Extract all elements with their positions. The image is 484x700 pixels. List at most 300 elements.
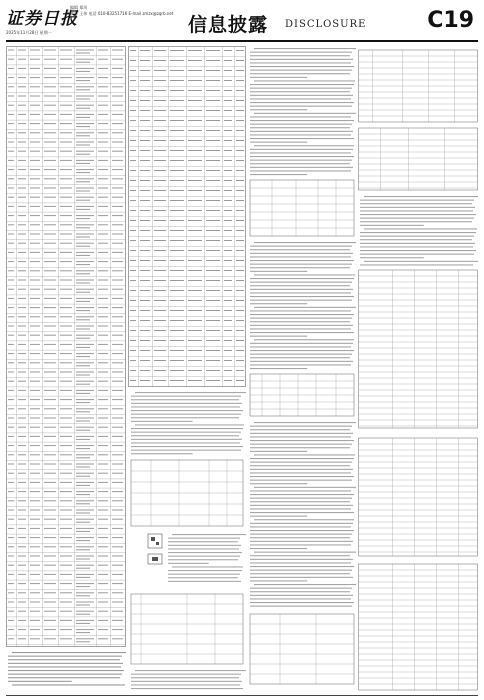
fine-print-line — [8, 261, 14, 262]
fine-print-line — [250, 253, 353, 254]
fine-print-line — [76, 356, 90, 357]
fine-print-line — [30, 445, 40, 446]
fine-print-line — [76, 595, 90, 596]
fine-print-line — [250, 447, 350, 448]
newspaper-logo: 证券日报 — [6, 9, 78, 29]
fine-print-line — [98, 243, 108, 244]
fine-print-line — [8, 86, 14, 87]
fine-print-line — [30, 68, 40, 69]
fine-print-line — [8, 677, 120, 678]
fine-print-line — [254, 339, 354, 340]
fine-print-line — [112, 362, 123, 363]
fine-print-line — [18, 602, 26, 603]
fine-print-line — [18, 96, 26, 97]
fine-print-line — [130, 180, 136, 181]
fine-print-line — [30, 335, 40, 336]
fine-print-line — [170, 50, 184, 51]
fine-print-line — [112, 592, 123, 593]
fine-print-line — [250, 138, 354, 139]
fine-print-line — [60, 224, 72, 225]
fine-print-line — [131, 410, 243, 411]
fine-print-line — [140, 90, 150, 91]
fine-print-line — [60, 592, 72, 593]
fine-print-line — [170, 180, 184, 181]
fine-print-line — [60, 565, 72, 566]
fine-print-line — [224, 60, 232, 61]
fine-print-line — [8, 418, 14, 419]
fine-print-line — [250, 62, 351, 63]
fine-print-line — [236, 360, 244, 361]
fine-print-line — [8, 252, 14, 253]
fine-print-line — [8, 464, 14, 465]
fine-print-line — [44, 473, 56, 474]
fine-print-line — [76, 362, 94, 363]
fine-print-line — [140, 270, 150, 271]
fine-print-line — [76, 503, 90, 504]
fine-print-line — [76, 592, 94, 593]
fine-print-line — [188, 350, 202, 351]
fine-print-line — [76, 510, 94, 511]
fine-print-line — [112, 565, 123, 566]
fine-print-line — [154, 180, 166, 181]
fine-print-line — [18, 390, 26, 391]
fine-print-line — [250, 548, 307, 549]
fine-print-line — [98, 96, 108, 97]
fine-print-line — [76, 365, 90, 366]
fine-print-line — [154, 130, 166, 131]
fine-print-line — [8, 353, 14, 354]
fine-print-line — [188, 140, 202, 141]
fine-print-line — [188, 360, 202, 361]
fine-print-line — [8, 390, 14, 391]
fine-print-line — [30, 537, 40, 538]
fine-print-line — [18, 114, 26, 115]
fine-print-line — [44, 408, 56, 409]
fine-print-line — [250, 260, 354, 261]
fine-print-line — [98, 234, 108, 235]
fine-print-line — [76, 108, 90, 109]
fine-print-line — [76, 197, 94, 198]
contact-line: 制作 王伟 电话 010-83251716 E-mail zmzx@zqrb.net — [70, 11, 174, 16]
fine-print-line — [140, 190, 150, 191]
fine-print-line — [224, 370, 232, 371]
fine-print-line — [188, 270, 202, 271]
fine-print-line — [131, 681, 242, 682]
fine-print-line — [18, 270, 26, 271]
fine-print-line — [170, 370, 184, 371]
fine-print-line — [30, 399, 40, 400]
fine-print-line — [8, 151, 14, 152]
fine-print-line — [188, 250, 202, 251]
fine-print-line — [224, 250, 232, 251]
fine-print-line — [30, 629, 40, 630]
fine-print-line — [206, 180, 220, 181]
fine-print-line — [98, 390, 108, 391]
fine-print-line — [76, 611, 94, 612]
fine-print-line — [154, 220, 166, 221]
fine-print-line — [250, 483, 307, 484]
fine-print-line — [98, 142, 108, 143]
fine-print-line — [170, 220, 184, 221]
fine-print-line — [112, 59, 123, 60]
fine-print-line — [30, 326, 40, 327]
fine-print-line — [154, 190, 166, 191]
fine-print-line — [130, 210, 136, 211]
fine-print-line — [44, 519, 56, 520]
fine-print-line — [76, 614, 90, 615]
fine-print-line — [224, 110, 232, 111]
fine-print-line — [76, 206, 94, 207]
fine-print-line — [60, 362, 72, 363]
fine-print-line — [76, 154, 90, 155]
fine-print-line — [130, 240, 136, 241]
fine-print-line — [112, 528, 123, 529]
fine-print-line — [140, 120, 150, 121]
fine-print-line — [30, 59, 40, 60]
fine-print-line — [8, 234, 14, 235]
fine-print-line — [18, 556, 26, 557]
fine-print-line — [206, 310, 220, 311]
fine-print-line — [112, 427, 123, 428]
fine-print-line — [76, 476, 90, 477]
fine-print-line — [30, 408, 40, 409]
fine-print-line — [8, 611, 14, 612]
fine-print-line — [188, 60, 202, 61]
fine-print-line — [250, 73, 350, 74]
fine-print-line — [250, 530, 354, 531]
fine-print-line — [44, 280, 56, 281]
fine-print-line — [60, 169, 72, 170]
fine-print-line — [18, 372, 26, 373]
fine-print-line — [250, 55, 350, 56]
fine-print-line — [8, 491, 14, 492]
fine-print-line — [140, 100, 150, 101]
fine-print-line — [206, 220, 220, 221]
fine-print-line — [140, 160, 150, 161]
fine-print-line — [250, 476, 354, 477]
fine-print-line — [76, 181, 90, 182]
fine-print-line — [112, 491, 123, 492]
fine-print-line — [30, 96, 40, 97]
fine-print-line — [30, 123, 40, 124]
fine-print-line — [60, 574, 72, 575]
fine-print-line — [44, 105, 56, 106]
fine-print-line — [188, 180, 202, 181]
fine-print-line — [254, 274, 355, 275]
fine-print-line — [8, 500, 14, 501]
fine-print-line — [76, 96, 94, 97]
fine-print-line — [30, 252, 40, 253]
fine-print-line — [131, 439, 242, 440]
fine-print-line — [60, 178, 72, 179]
fine-print-line — [30, 574, 40, 575]
fine-print-line — [76, 482, 94, 483]
fine-print-line — [8, 482, 14, 483]
fine-print-line — [131, 435, 239, 436]
fine-print-line — [188, 170, 202, 171]
fine-print-line — [60, 151, 72, 152]
fine-print-line — [44, 160, 56, 161]
fine-print-line — [206, 190, 220, 191]
fine-print-line — [18, 510, 26, 511]
fine-print-line — [44, 454, 56, 455]
fine-print-line — [76, 273, 90, 274]
fine-print-line — [236, 300, 244, 301]
fine-print-line — [224, 270, 232, 271]
fine-print-line — [170, 60, 184, 61]
fine-print-line — [8, 307, 14, 308]
fine-print-line — [18, 454, 26, 455]
fine-print-line — [98, 464, 108, 465]
fine-print-line — [170, 140, 184, 141]
fine-print-line — [170, 240, 184, 241]
fine-print-line — [112, 381, 123, 382]
fine-print-line — [98, 546, 108, 547]
fine-print-line — [18, 537, 26, 538]
fine-print-line — [224, 350, 232, 351]
fine-print-line — [130, 360, 136, 361]
fine-print-line — [131, 442, 240, 443]
fine-print-line — [60, 234, 72, 235]
fine-print-line — [130, 310, 136, 311]
fine-print-line — [250, 426, 352, 427]
fine-print-line — [112, 151, 123, 152]
fine-print-line — [236, 310, 244, 311]
fine-print-line — [250, 462, 352, 463]
fine-print-line — [30, 50, 40, 51]
fine-print-line — [98, 114, 108, 115]
fine-print-line — [76, 556, 94, 557]
fine-print-line — [140, 330, 150, 331]
fine-print-line — [44, 243, 56, 244]
fine-print-line — [44, 445, 56, 446]
fine-print-line — [8, 215, 14, 216]
fine-print-line — [250, 300, 352, 301]
fine-print-line — [44, 510, 56, 511]
fine-print-line — [250, 498, 352, 499]
fine-print-line — [98, 50, 108, 51]
fine-print-line — [44, 234, 56, 235]
fine-print-line — [60, 537, 72, 538]
fine-print-line — [250, 451, 307, 452]
editor-line: 编辑 郑风 — [70, 5, 88, 10]
fine-print-line — [172, 534, 246, 535]
fine-print-line — [188, 50, 202, 51]
fine-print-line — [18, 620, 26, 621]
fine-print-line — [98, 224, 108, 225]
fine-print-line — [250, 559, 353, 560]
fine-print-line — [76, 255, 90, 256]
fine-print-line — [254, 145, 354, 146]
fine-print-line — [250, 152, 351, 153]
fine-print-line — [76, 540, 90, 541]
fine-print-line — [206, 50, 220, 51]
fine-print-line — [250, 303, 307, 304]
fine-print-line — [130, 370, 136, 371]
fine-print-line — [18, 381, 26, 382]
fine-print-line — [76, 528, 94, 529]
fine-print-line — [224, 260, 232, 261]
fine-print-line — [112, 252, 123, 253]
fine-print-line — [140, 310, 150, 311]
fine-print-line — [60, 602, 72, 603]
fine-print-line — [154, 270, 166, 271]
fine-print-line — [8, 583, 14, 584]
fine-print-line — [76, 448, 90, 449]
fine-print-line — [224, 90, 232, 91]
fine-print-line — [76, 436, 94, 437]
fine-print-line — [140, 70, 150, 71]
fine-print-line — [44, 353, 56, 354]
fine-print-line — [112, 620, 123, 621]
fine-print-line — [250, 573, 350, 574]
fine-print-line — [44, 252, 56, 253]
fine-print-line — [44, 96, 56, 97]
fine-print-line — [76, 50, 94, 51]
fine-print-line — [130, 250, 136, 251]
fine-print-line — [130, 70, 136, 71]
fine-print-line — [250, 595, 353, 596]
fine-print-line — [60, 261, 72, 262]
fine-print-line — [360, 214, 476, 215]
fine-print-line — [250, 598, 351, 599]
fine-print-line — [250, 472, 351, 473]
fine-print-line — [8, 105, 14, 106]
fine-print-line — [250, 537, 350, 538]
fine-print-line — [98, 362, 108, 363]
fine-print-line — [18, 252, 26, 253]
fine-print-line — [44, 114, 56, 115]
fine-print-line — [206, 380, 220, 381]
fine-print-line — [98, 629, 108, 630]
fine-print-line — [76, 375, 90, 376]
fine-print-line — [12, 652, 126, 653]
fine-print-line — [170, 330, 184, 331]
fine-print-line — [206, 290, 220, 291]
fine-print-line — [44, 344, 56, 345]
fine-print-line — [188, 110, 202, 111]
fine-print-line — [236, 60, 244, 61]
fine-print-line — [224, 330, 232, 331]
fine-print-line — [60, 344, 72, 345]
fine-print-line — [112, 114, 123, 115]
fine-print-line — [130, 300, 136, 301]
fine-print-line — [140, 280, 150, 281]
fine-print-line — [360, 218, 474, 219]
fine-print-line — [8, 381, 14, 382]
fine-print-line — [206, 340, 220, 341]
fine-print-line — [18, 583, 26, 584]
fine-print-line — [130, 190, 136, 191]
fine-print-line — [98, 280, 108, 281]
fine-print-line — [76, 522, 90, 523]
fine-print-line — [30, 188, 40, 189]
fine-print-line — [30, 234, 40, 235]
fine-print-line — [112, 519, 123, 520]
fine-print-line — [224, 210, 232, 211]
fine-print-line — [188, 300, 202, 301]
fine-print-line — [44, 77, 56, 78]
fine-print-line — [250, 465, 350, 466]
fine-print-line — [206, 270, 220, 271]
footer-rule — [6, 695, 478, 696]
fine-print-line — [236, 320, 244, 321]
fine-print-line — [250, 343, 353, 344]
fine-print-line — [224, 190, 232, 191]
fine-print-line — [98, 326, 108, 327]
fine-print-line — [8, 280, 14, 281]
fine-print-line — [140, 230, 150, 231]
fine-print-line — [98, 510, 108, 511]
fine-print-line — [168, 545, 241, 546]
fine-print-line — [154, 90, 166, 91]
fine-print-line — [18, 132, 26, 133]
fine-print-line — [236, 370, 244, 371]
fine-print-line — [8, 59, 14, 60]
fine-print-line — [130, 60, 136, 61]
fine-print-line — [76, 473, 94, 474]
fine-print-line — [8, 427, 14, 428]
fine-print-line — [76, 467, 90, 468]
fine-print-line — [18, 629, 26, 630]
fine-print-line — [131, 428, 243, 429]
fine-print-line — [8, 344, 14, 345]
fine-print-line — [206, 110, 220, 111]
qr-code-icon — [148, 534, 162, 564]
fine-print-line — [170, 230, 184, 231]
fine-print-line — [44, 123, 56, 124]
fine-print-line — [170, 300, 184, 301]
fine-print-line — [76, 77, 94, 78]
fine-print-line — [250, 523, 353, 524]
fine-print-line — [130, 270, 136, 271]
fine-print-line — [98, 491, 108, 492]
fine-print-line — [131, 453, 193, 454]
fine-print-line — [236, 350, 244, 351]
fine-print-line — [18, 298, 26, 299]
fine-print-line — [76, 80, 90, 81]
fine-print-line — [18, 574, 26, 575]
fine-print-line — [98, 197, 108, 198]
fine-print-line — [30, 169, 40, 170]
fine-print-line — [76, 151, 94, 152]
fine-print-line — [360, 246, 473, 247]
fine-print-line — [206, 320, 220, 321]
fine-print-line — [140, 340, 150, 341]
fine-print-line — [44, 537, 56, 538]
fine-print-line — [206, 300, 220, 301]
disclosure-table-1 — [6, 46, 126, 694]
fine-print-line — [30, 261, 40, 262]
fine-print-line — [224, 290, 232, 291]
fine-print-line — [60, 215, 72, 216]
fine-print-line — [112, 215, 123, 216]
fine-print-line — [250, 106, 352, 107]
fine-print-line — [140, 60, 150, 61]
fine-print-line — [236, 180, 244, 181]
fine-print-line — [8, 243, 14, 244]
fine-print-line — [18, 445, 26, 446]
fine-print-line — [188, 240, 202, 241]
fine-print-line — [188, 70, 202, 71]
fine-print-line — [30, 270, 40, 271]
fine-print-line — [8, 629, 14, 630]
fine-print-line — [168, 559, 238, 560]
fine-print-line — [76, 559, 90, 560]
fine-print-line — [76, 298, 94, 299]
fine-print-line — [8, 270, 14, 271]
fine-print-line — [8, 670, 124, 671]
